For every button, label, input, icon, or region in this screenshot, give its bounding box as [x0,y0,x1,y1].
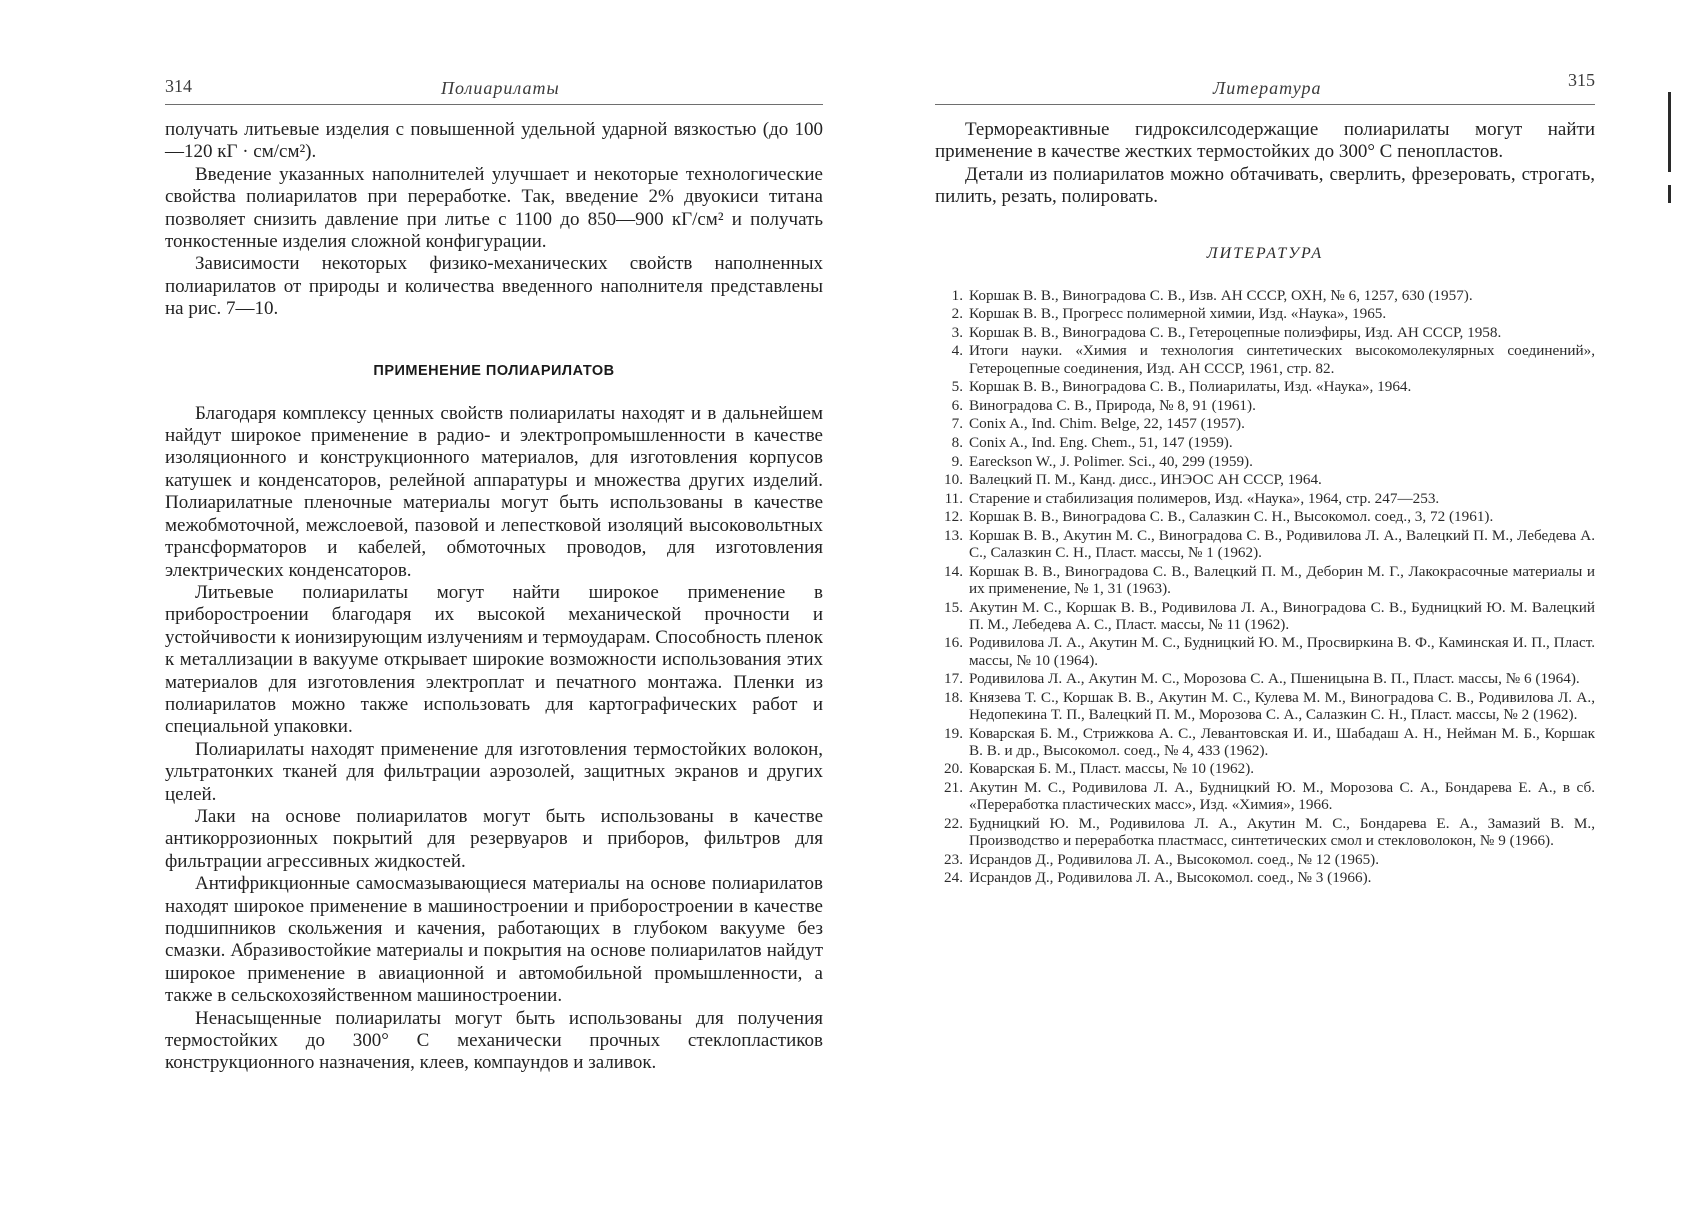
reference-item [935,490,1595,507]
page-number-right: 315 [1568,70,1595,90]
reference-number: 10. [944,471,963,489]
reference-number: 21. [944,778,963,796]
reference-item [935,434,1595,451]
reference-item [935,689,1595,723]
scan-edge-mark [1668,92,1671,172]
reference-item [935,471,1595,488]
reference-number: 24. [944,869,963,887]
reference-number: 2. [951,305,963,323]
reference-number: 5. [951,378,963,396]
reference-item [935,670,1595,687]
reference-text: Conix A., Ind. Chim. Belge, 22, 1457 (1957). [969,415,1245,433]
reference-text: Коршак В. В., Прогресс полимерной химии, Изд. «Наука», 1965. [969,305,1387,323]
reference-number: 19. [944,724,963,742]
paragraph: Благодаря комплексу ценных свойств полиарилаты находят и в дальнейшем найдут широкое применение в радио- и электропромышленности в качестве изоляционного и конструкционного материалов, для изготовления корпусов катушек и конденсаторов, релейной аппаратуры и множества других изделий. Полиарилатные пленочные материалы могут быть использованы в качестве межобмоточной, межслоевой, пазовой и лепестковой изоляций высоковольтных трансформаторов и кабелей, обмоточных проводов, для изготовления электрических конденсаторов. [165,402,823,581]
reference-item [935,779,1595,813]
scan-edge-mark [1668,185,1671,203]
reference-text: Родивилова Л. А., Акутин М. С., Будницкий Ю. М., Просвиркина В. Ф., Каминская И. П., Пласт. массы, № 10 (1964). [969,634,1595,669]
reference-item [935,397,1595,414]
paragraph: получать литьевые изделия с повышенной удельной ударной вязкостью (до 100—120 кГ · см/см²). [165,119,823,163]
reference-text: Итоги науки. «Химия и технология синтетических высокомолекулярных соединений», Гетероцепные соединения, Изд. АН СССР, 1961, стр. 82. [969,342,1595,377]
reference-text: Коршак В. В., Виноградова С. В., Изв. АН СССР, ОХН, № 6, 1257, 630 (1957). [969,286,1473,304]
reference-text: Князева Т. С., Коршак В. В., Акутин М. С., Кулева М. М., Виноградова С. В., Родивилова Л. А., Недопекина Т. П., Валецкий П. М., Морозова С. А., Салазкин С. Н., Пласт. массы, № 2 (1962). [969,688,1595,723]
reference-number: 4. [951,342,963,360]
running-title-right: Литература [1213,78,1322,98]
reference-item [935,527,1595,561]
reference-item [935,815,1595,849]
reference-text: Коршак В. В., Виноградова С. В., Гетероцепные полиэфиры, Изд. АН СССР, 1958. [969,323,1502,341]
reference-number: 20. [944,760,963,778]
paragraph: Введение указанных наполнителей улучшает и некоторые технологические свойства полиарилатов при переработке. Так, введение 2% двуокиси титана позволяет снизить давление при литье с 1100 до 850—900 кГ/см² и получать тонкостенные изделия сложной конфигурации. [165,163,823,253]
reference-text: Коварская Б. М., Пласт. массы, № 10 (1962). [969,760,1255,778]
reference-item [935,725,1595,759]
running-head-right [935,70,1595,105]
reference-item [935,851,1595,868]
reference-number: 13. [944,526,963,544]
reference-number: 1. [951,286,963,304]
reference-number: 7. [951,415,963,433]
reference-text: Акутин М. С., Коршак В. В., Родивилова Л. А., Виноградова С. В., Будницкий Ю. М. Валецкий П. М., Лебедева А. С., Пласт. массы, № 11 (1962). [969,598,1595,633]
reference-text: Conix A., Ind. Eng. Chem., 51, 147 (1959). [969,433,1233,451]
running-title-left: Полиарилаты [441,78,560,98]
reference-number: 3. [951,323,963,341]
reference-item [935,563,1595,597]
reference-number: 18. [944,688,963,706]
reference-text: Родивилова Л. А., Акутин М. С., Морозова С. А., Пшеницына В. П., Пласт. массы, № 6 (1964). [969,670,1580,688]
reference-item [935,508,1595,525]
reference-number: 16. [944,634,963,652]
paragraph: Лаки на основе полиарилатов могут быть использованы в качестве антикоррозионных покрытий для резервуаров и приборов, фильтров для фильтрации агрессивных жидкостей. [165,805,823,872]
reference-item [935,453,1595,470]
reference-item [935,287,1595,304]
literature-heading: ЛИТЕРАТУРА [1206,244,1324,262]
reference-text: Валецкий П. М., Канд. дисс., ИНЭОС АН СССР, 1964. [969,471,1322,489]
reference-text: Коршак В. В., Виноградова С. В., Полиарилаты, Изд. «Наука», 1964. [969,378,1412,396]
reference-number: 9. [951,452,963,470]
reference-number: 14. [944,562,963,580]
paragraph: Полиарилаты находят применение для изготовления термостойких волокон, ультратонких тканей для фильтрации аэрозолей, защитных экранов и других целей. [165,738,823,805]
paragraph: Детали из полиарилатов можно обтачивать, сверлить, фрезеровать, строгать, пилить, резать, полировать. [935,163,1595,208]
reference-number: 11. [944,489,963,507]
reference-item [935,342,1595,376]
reference-item [935,324,1595,341]
reference-text: Коварская Б. М., Стрижкова А. С., Левантовская И. И., Шабадаш А. Н., Нейман М. Б., Коршак В. В. и др., Высокомол. соед., № 4, 433 (1962). [969,724,1595,759]
reference-number: 22. [944,814,963,832]
reference-text: Будницкий Ю. М., Родивилова Л. А., Акутин М. С., Бондарева Е. А., Замазий В. М., Производство и переработка пластмасс, синтетических смол и стекловолокон, № 9 (1966). [969,814,1595,849]
reference-number: 17. [944,670,963,688]
reference-number: 8. [951,433,963,451]
reference-text: Коршак В. В., Виноградова С. В., Валецкий П. М., Деборин М. Г., Лакокрасочные материалы и их применение, № 1, 31 (1963). [969,562,1595,597]
reference-text: Исрандов Д., Родивилова Л. А., Высокомол. соед., № 12 (1965). [969,850,1380,868]
reference-number: 15. [944,598,963,616]
reference-number: 23. [944,850,963,868]
section-heading: ПРИМЕНЕНИЕ ПОЛИАРИЛАТОВ [373,362,615,379]
right-page [935,0,1595,888]
reference-text: Eareckson W., J. Polimer. Sci., 40, 299 (1959). [969,452,1253,470]
reference-item [935,869,1595,886]
reference-list [935,287,1595,887]
paragraph: Ненасыщенные полиарилаты могут быть использованы для получения термостойких до 300° С механически прочных стеклопластиков конструкционного назначения, клеев, компаундов и заливок. [165,1007,823,1074]
reference-text: Коршак В. В., Акутин М. С., Виноградова С. В., Родивилова Л. А., Валецкий П. М., Лебедева А. С., Салазкин С. Н., Пласт. массы, № 1 (1962). [969,526,1595,562]
reference-text: Виноградова С. В., Природа, № 8, 91 (1961). [969,396,1256,414]
paragraph: Антифрикционные самосмазывающиеся материалы на основе полиарилатов находят широкое применение в машиностроении и приборостроении в качестве подшипников скольжения и качения, работающих в глубоком вакууме без смазки. Абразивостойкие материалы и покрытия на основе полиарилатов найдут широкое применение в авиационной и автомобильной промышленности, а также в сельскохозяйственном машиностроении. [165,873,823,1007]
paragraph: Зависимости некоторых физико-механических свойств наполненных полиарилатов от природы и количества введенного наполнителя представлены на рис. 7—10. [165,253,823,320]
right-page-body [935,119,1595,886]
reference-text: Исрандов Д., Родивилова Л. А., Высокомол. соед., № 3 (1966). [969,869,1372,887]
paragraph: Термореактивные гидроксилсодержащие полиарилаты могут найти применение в качестве жестких термостойких до 300° С пенопластов. [935,119,1595,163]
reference-item [935,634,1595,668]
page-number-left: 314 [165,76,192,96]
reference-text: Коршак В. В., Виноградова С. В., Салазкин С. Н., Высокомол. соед., 3, 72 (1961). [969,508,1494,526]
running-head-left [165,70,823,105]
reference-item [935,760,1595,777]
reference-text: Акутин М. С., Родивилова Л. А., Будницкий Ю. М., Морозова С. А., Бондарева Е. А., в сб. «Переработка пластических масс», Изд. «Химия», 1966. [969,778,1595,814]
reference-item [935,378,1595,395]
reference-text: Старение и стабилизация полимеров, Изд. «Наука», 1964, стр. 247—253. [969,489,1440,507]
reference-item [935,415,1595,432]
reference-number: 12. [944,508,963,526]
left-page-body [165,119,823,1075]
reference-item [935,305,1595,322]
paragraph: Литьевые полиарилаты могут найти широкое применение в приборостроении благодаря их высокой механической прочности и устойчивости к ионизирующим излучениям и термоударам. Способность пленок к металлизации в вакууме открывает широкие возможности использования этих материалов для изготовления электроплат и печатного монтажа. Пленки из полиарилатов можно также использовать для картографических работ и специальной упаковки. [165,581,823,738]
left-page [165,0,823,1075]
reference-number: 6. [951,396,963,414]
reference-item [935,599,1595,633]
